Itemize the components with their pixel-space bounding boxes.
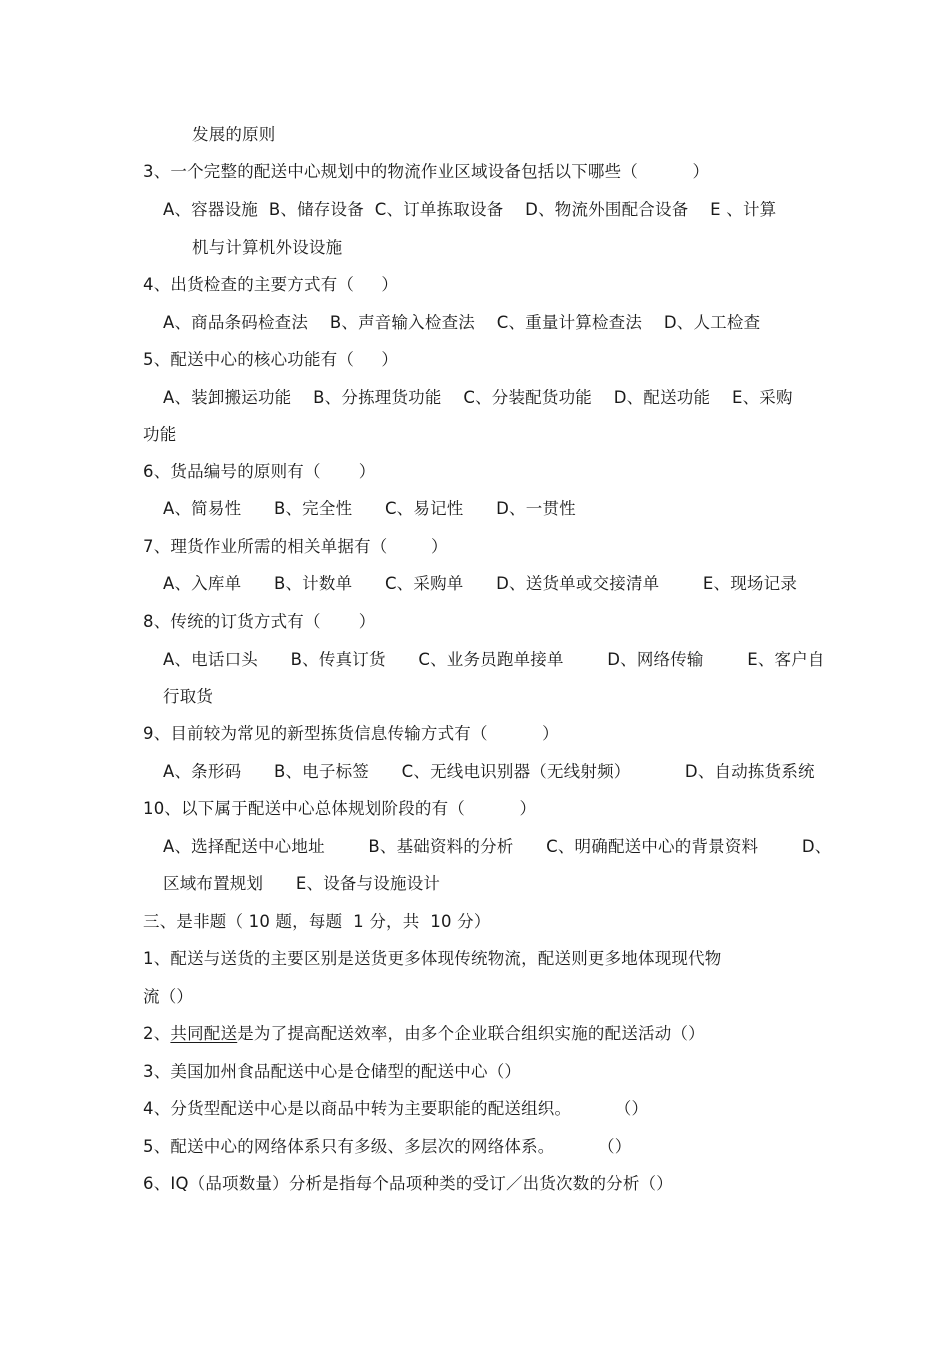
underlined-term: 共同配送 (170, 1024, 238, 1043)
text-span: 2、 (143, 1024, 171, 1043)
question-8: 8、传统的订货方式有（ ） (143, 612, 376, 631)
options-line: 行取货 (163, 687, 214, 706)
options-line: A、入库单 B、计数单 C、采购单 D、送货单或交接清单 E、现场记录 (163, 574, 798, 593)
question-5: 5、配送中心的核心功能有（ ） (143, 350, 399, 369)
question-6: 6、货品编号的原则有（ ） (143, 462, 376, 481)
options-line: 区域布置规划 E、设备与设施设计 (163, 874, 441, 893)
true-false-3: 3、美国加州食品配送中心是仓储型的配送中心（） (143, 1062, 522, 1081)
options-line: A、装卸搬运功能 B、分拣理货功能 C、分装配货功能 D、配送功能 E、采购 (163, 388, 793, 407)
true-false-6: 6、IQ（品项数量）分析是指每个品项种类的受订／出货次数的分析（） (143, 1174, 673, 1193)
question-4: 4、出货检查的主要方式有（ ） (143, 275, 399, 294)
options-line: A、选择配送中心地址 B、基础资料的分析 C、明确配送中心的背景资料 D、 (163, 837, 832, 856)
text-span: 是为了提高配送效率，由多个企业联合组织实施的配送活动（） (237, 1024, 705, 1043)
options-line: 功能 (143, 425, 177, 444)
true-false-1-cont: 流（） (143, 987, 194, 1006)
true-false-2 (143, 1022, 705, 1046)
options-line: A、容器设施 B、储存设备 C、订单拣取设备 D、物流外围配合设备 E 、计算 (163, 200, 777, 219)
options-line: A、商品条码检查法 B、声音输入检查法 C、重量计算检查法 D、人工检查 (163, 313, 761, 332)
question-9: 9、目前较为常见的新型拣货信息传输方式有（ ） (143, 724, 559, 743)
question-7: 7、理货作业所需的相关单据有（ ） (143, 537, 448, 556)
true-false-5: 5、配送中心的网络体系只有多级、多层次的网络体系。 （） (143, 1137, 632, 1156)
options-line: A、电话口头 B、传真订货 C、业务员跑单接单 D、网络传输 E、客户自 (163, 650, 825, 669)
true-false-4: 4、分货型配送中心是以商品中转为主要职能的配送组织。 （） (143, 1099, 649, 1118)
question-10: 10、以下属于配送中心总体规划阶段的有（ ） (143, 799, 537, 818)
options-line: 机与计算机外设设施 (192, 238, 343, 257)
options-line: A、简易性 B、完全性 C、易记性 D、一贯性 (163, 499, 576, 518)
question-3: 3、一个完整的配送中心规划中的物流作业区域设备包括以下哪些（ ） (143, 162, 710, 181)
section-heading: 三、是非题（ 10 题，每题 1 分，共 10 分） (143, 912, 491, 931)
true-false-1: 1、配送与送货的主要区别是送货更多体现传统物流，配送则更多地体现现代物 (143, 949, 722, 968)
text-line: 发展的原则 (192, 125, 276, 144)
options-line: A、条形码 B、电子标签 C、无线电识别器（无线射频） D、自动拣货系统 (163, 762, 815, 781)
